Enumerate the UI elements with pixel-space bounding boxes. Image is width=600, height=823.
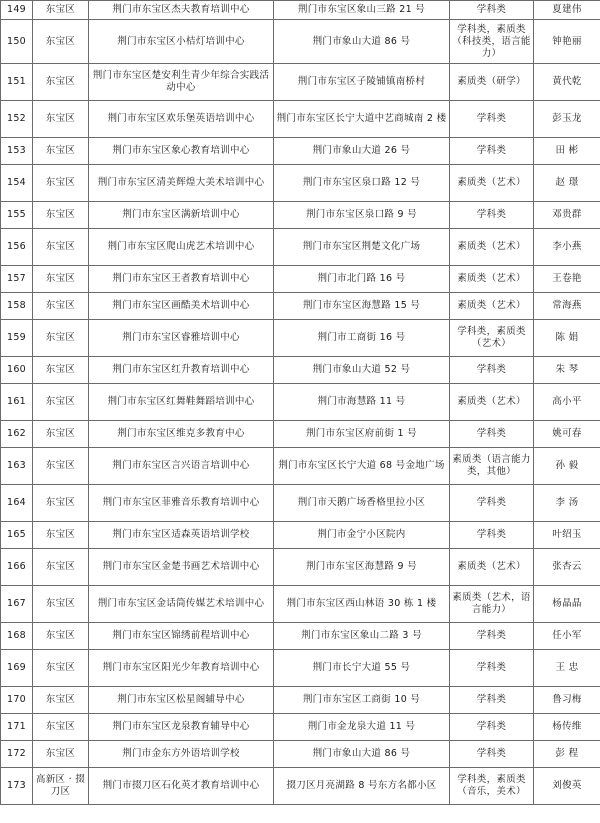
cell-address: 荆门市象山大道 26 号	[274, 138, 450, 165]
table-row	[1, 768, 600, 805]
cell-institution-name: 荆门市东宝区适森英语培训学校	[89, 522, 274, 549]
cell-address: 荆门市东宝区长宁大道中艺商城南 2 楼	[274, 101, 450, 138]
table-row	[1, 266, 600, 293]
cell-district: 东宝区	[33, 549, 89, 586]
cell-type: 学科类，素质类（艺术）	[450, 320, 534, 357]
cell-institution-name: 荆门市东宝区龙泉教育辅导中心	[89, 714, 274, 741]
table-row	[1, 293, 600, 320]
table-row	[1, 229, 600, 266]
cell-district: 东宝区	[33, 714, 89, 741]
cell-district: 东宝区	[33, 202, 89, 229]
cell-leader: 邓贵群	[534, 202, 600, 229]
cell-district: 东宝区	[33, 138, 89, 165]
cell-type: 学科类	[450, 687, 534, 714]
table-row	[1, 650, 600, 687]
cell-type: 学科类	[450, 101, 534, 138]
table-row	[1, 20, 600, 64]
cell-institution-name: 荆门市东宝区欢乐堡英语培训中心	[89, 101, 274, 138]
cell-district: 东宝区	[33, 522, 89, 549]
cell-institution-name: 荆门市东宝区清美辉煌大美术培训中心	[89, 165, 274, 202]
cell-leader: 姚可春	[534, 421, 600, 448]
cell-institution-name: 荆门市东宝区阳光少年教育培训中心	[89, 650, 274, 687]
cell-type: 素质类（语言能力类，其他）	[450, 448, 534, 485]
cell-type: 素质类（研学）	[450, 64, 534, 101]
cell-leader: 常海燕	[534, 293, 600, 320]
cell-leader: 任小军	[534, 623, 600, 650]
table-row	[1, 586, 600, 623]
cell-type: 学科类	[450, 202, 534, 229]
table-row	[1, 1, 600, 20]
cell-institution-name: 荆门市东宝区锦绣前程培训中心	[89, 623, 274, 650]
cell-institution-name: 荆门市东宝区金话筒传媒艺术培训中心	[89, 586, 274, 623]
cell-address: 荆门市东宝区子陵铺镇南桥村	[274, 64, 450, 101]
cell-number: 164	[1, 485, 33, 522]
cell-address: 荆门市象山大道 86 号	[274, 741, 450, 768]
cell-address: 荆门市长宁大道 55 号	[274, 650, 450, 687]
cell-leader: 王卷艳	[534, 266, 600, 293]
cell-institution-name: 荆门市东宝区金楚书画艺术培训中心	[89, 549, 274, 586]
cell-number: 154	[1, 165, 33, 202]
cell-leader: 朱 琴	[534, 357, 600, 384]
cell-district: 东宝区	[33, 741, 89, 768]
cell-district: 东宝区	[33, 623, 89, 650]
table-row	[1, 485, 600, 522]
cell-address: 荆门市东宝区长宁大道 68 号金地广场	[274, 448, 450, 485]
cell-type: 素质类（艺术）	[450, 293, 534, 320]
cell-address: 掇刀区月亮湖路 8 号东方名都小区	[274, 768, 450, 805]
cell-institution-name: 荆门市东宝区楚安利生青少年综合实践活动中心	[89, 64, 274, 101]
cell-leader: 杨传维	[534, 714, 600, 741]
cell-address: 荆门市金宁小区院内	[274, 522, 450, 549]
cell-district: 东宝区	[33, 485, 89, 522]
cell-number: 150	[1, 20, 33, 64]
cell-type: 素质类（艺术）	[450, 229, 534, 266]
cell-type: 学科类	[450, 485, 534, 522]
table-row	[1, 138, 600, 165]
cell-district: 东宝区	[33, 650, 89, 687]
cell-institution-name: 荆门市东宝区言兴语言培训中心	[89, 448, 274, 485]
cell-leader: 张杏云	[534, 549, 600, 586]
cell-address: 荆门市东宝区西山林语 30 栋 1 楼	[274, 586, 450, 623]
cell-institution-name: 荆门市东宝区画酷美术培训中心	[89, 293, 274, 320]
cell-number: 160	[1, 357, 33, 384]
cell-type: 学科类，素质类（音乐，美术）	[450, 768, 534, 805]
cell-number: 156	[1, 229, 33, 266]
cell-type: 素质类（艺术）	[450, 266, 534, 293]
cell-district: 东宝区	[33, 448, 89, 485]
cell-leader: 叶绍玉	[534, 522, 600, 549]
cell-number: 169	[1, 650, 33, 687]
table-row	[1, 421, 600, 448]
cell-institution-name: 荆门市东宝区维克多教育中心	[89, 421, 274, 448]
cell-district: 东宝区	[33, 357, 89, 384]
cell-type: 素质类（艺术）	[450, 549, 534, 586]
cell-district: 东宝区	[33, 384, 89, 421]
cell-number: 158	[1, 293, 33, 320]
cell-type: 学科类	[450, 714, 534, 741]
cell-number: 173	[1, 768, 33, 805]
cell-district: 东宝区	[33, 165, 89, 202]
cell-institution-name: 荆门市东宝区爬山虎艺术培训中心	[89, 229, 274, 266]
table-row	[1, 64, 600, 101]
cell-leader: 田 彬	[534, 138, 600, 165]
cell-address: 荆门市东宝区工商街 10 号	[274, 687, 450, 714]
cell-institution-name: 荆门市东宝区满新培训中心	[89, 202, 274, 229]
cell-number: 161	[1, 384, 33, 421]
cell-district: 东宝区	[33, 101, 89, 138]
cell-type: 学科类，素质类（科技类，语言能力）	[450, 20, 534, 64]
table-row	[1, 687, 600, 714]
cell-district: 东宝区	[33, 687, 89, 714]
cell-address: 荆门市东宝区象山二路 3 号	[274, 623, 450, 650]
table-row	[1, 165, 600, 202]
cell-address: 荆门市象山大道 52 号	[274, 357, 450, 384]
cell-leader: 高小平	[534, 384, 600, 421]
cell-district: 东宝区	[33, 229, 89, 266]
cell-district: 东宝区	[33, 266, 89, 293]
cell-type: 学科类	[450, 623, 534, 650]
cell-institution-name: 荆门市东宝区睿雅培训中心	[89, 320, 274, 357]
cell-leader: 彭玉龙	[534, 101, 600, 138]
cell-leader: 鲁习梅	[534, 687, 600, 714]
cell-type: 学科类	[450, 421, 534, 448]
cell-number: 159	[1, 320, 33, 357]
table-row	[1, 522, 600, 549]
cell-leader: 钟艳丽	[534, 20, 600, 64]
table-row	[1, 202, 600, 229]
cell-address: 荆门市东宝区海慧路 9 号	[274, 549, 450, 586]
table-row	[1, 623, 600, 650]
cell-address: 荆门市东宝区泉口路 12 号	[274, 165, 450, 202]
cell-number: 155	[1, 202, 33, 229]
cell-address: 荆门市东宝区泉口路 9 号	[274, 202, 450, 229]
cell-leader: 黄代乾	[534, 64, 600, 101]
cell-address: 荆门市金龙泉大道 11 号	[274, 714, 450, 741]
cell-number: 165	[1, 522, 33, 549]
cell-leader: 孙 毅	[534, 448, 600, 485]
cell-leader: 李小燕	[534, 229, 600, 266]
cell-district: 东宝区	[33, 1, 89, 20]
cell-address: 荆门市海慧路 11 号	[274, 384, 450, 421]
table-row	[1, 549, 600, 586]
cell-district: 东宝区	[33, 421, 89, 448]
cell-address: 荆门市东宝区象山三路 21 号	[274, 1, 450, 20]
cell-number: 162	[1, 421, 33, 448]
cell-address: 荆门市东宝区府前街 1 号	[274, 421, 450, 448]
cell-type: 素质类（艺术）	[450, 165, 534, 202]
cell-leader: 李 汤	[534, 485, 600, 522]
cell-district: 东宝区	[33, 320, 89, 357]
cell-number: 172	[1, 741, 33, 768]
cell-number: 170	[1, 687, 33, 714]
cell-leader: 陈 娟	[534, 320, 600, 357]
cell-type: 学科类	[450, 522, 534, 549]
cell-type: 学科类	[450, 1, 534, 20]
cell-district: 东宝区	[33, 64, 89, 101]
cell-district: 东宝区	[33, 293, 89, 320]
cell-district: 东宝区	[33, 586, 89, 623]
table-row	[1, 101, 600, 138]
cell-leader: 杨晶晶	[534, 586, 600, 623]
cell-institution-name: 荆门市东宝区红舞鞋舞蹈培训中心	[89, 384, 274, 421]
cell-institution-name: 荆门市金东方外语培训学校	[89, 741, 274, 768]
cell-number: 166	[1, 549, 33, 586]
cell-address: 荆门市东宝区荆楚文化广场	[274, 229, 450, 266]
table-row	[1, 320, 600, 357]
cell-institution-name: 荆门市东宝区杰夫教育培训中心	[89, 1, 274, 20]
cell-type: 学科类	[450, 650, 534, 687]
cell-number: 153	[1, 138, 33, 165]
cell-number: 171	[1, 714, 33, 741]
cell-leader: 王 忠	[534, 650, 600, 687]
cell-institution-name: 荆门市东宝区象心教育培训中心	[89, 138, 274, 165]
cell-type: 学科类	[450, 138, 534, 165]
cell-number: 151	[1, 64, 33, 101]
cell-address: 荆门市工商街 16 号	[274, 320, 450, 357]
cell-leader: 夏建伟	[534, 1, 600, 20]
cell-number: 152	[1, 101, 33, 138]
table-row	[1, 714, 600, 741]
cell-type: 素质类（艺术，语言能力）	[450, 586, 534, 623]
cell-leader: 刘俊英	[534, 768, 600, 805]
cell-address: 荆门市象山大道 86 号	[274, 20, 450, 64]
cell-type: 学科类	[450, 741, 534, 768]
cell-number: 163	[1, 448, 33, 485]
cell-address: 荆门市东宝区海慧路 15 号	[274, 293, 450, 320]
cell-institution-name: 荆门市东宝区松星阁辅导中心	[89, 687, 274, 714]
table-row	[1, 741, 600, 768]
cell-type: 学科类	[450, 357, 534, 384]
cell-number: 167	[1, 586, 33, 623]
registry-table-body	[1, 1, 600, 805]
cell-district: 高新区 · 掇刀区	[33, 768, 89, 805]
cell-address: 荆门市北门路 16 号	[274, 266, 450, 293]
cell-number: 149	[1, 1, 33, 20]
cell-address: 荆门市天鹅广场香格里拉小区	[274, 485, 450, 522]
table-row	[1, 448, 600, 485]
cell-institution-name: 荆门市东宝区菲雅音乐教育培训中心	[89, 485, 274, 522]
cell-institution-name: 荆门市掇刀区石化英才教育培训中心	[89, 768, 274, 805]
cell-institution-name: 荆门市东宝区小桔灯培训中心	[89, 20, 274, 64]
cell-leader: 彭 程	[534, 741, 600, 768]
cell-number: 168	[1, 623, 33, 650]
cell-number: 157	[1, 266, 33, 293]
table-row	[1, 384, 600, 421]
cell-type: 素质类（艺术）	[450, 384, 534, 421]
cell-district: 东宝区	[33, 20, 89, 64]
cell-institution-name: 荆门市东宝区王者教育培训中心	[89, 266, 274, 293]
table-row	[1, 357, 600, 384]
cell-institution-name: 荆门市东宝区红升教育培训中心	[89, 357, 274, 384]
cell-leader: 赵 璟	[534, 165, 600, 202]
